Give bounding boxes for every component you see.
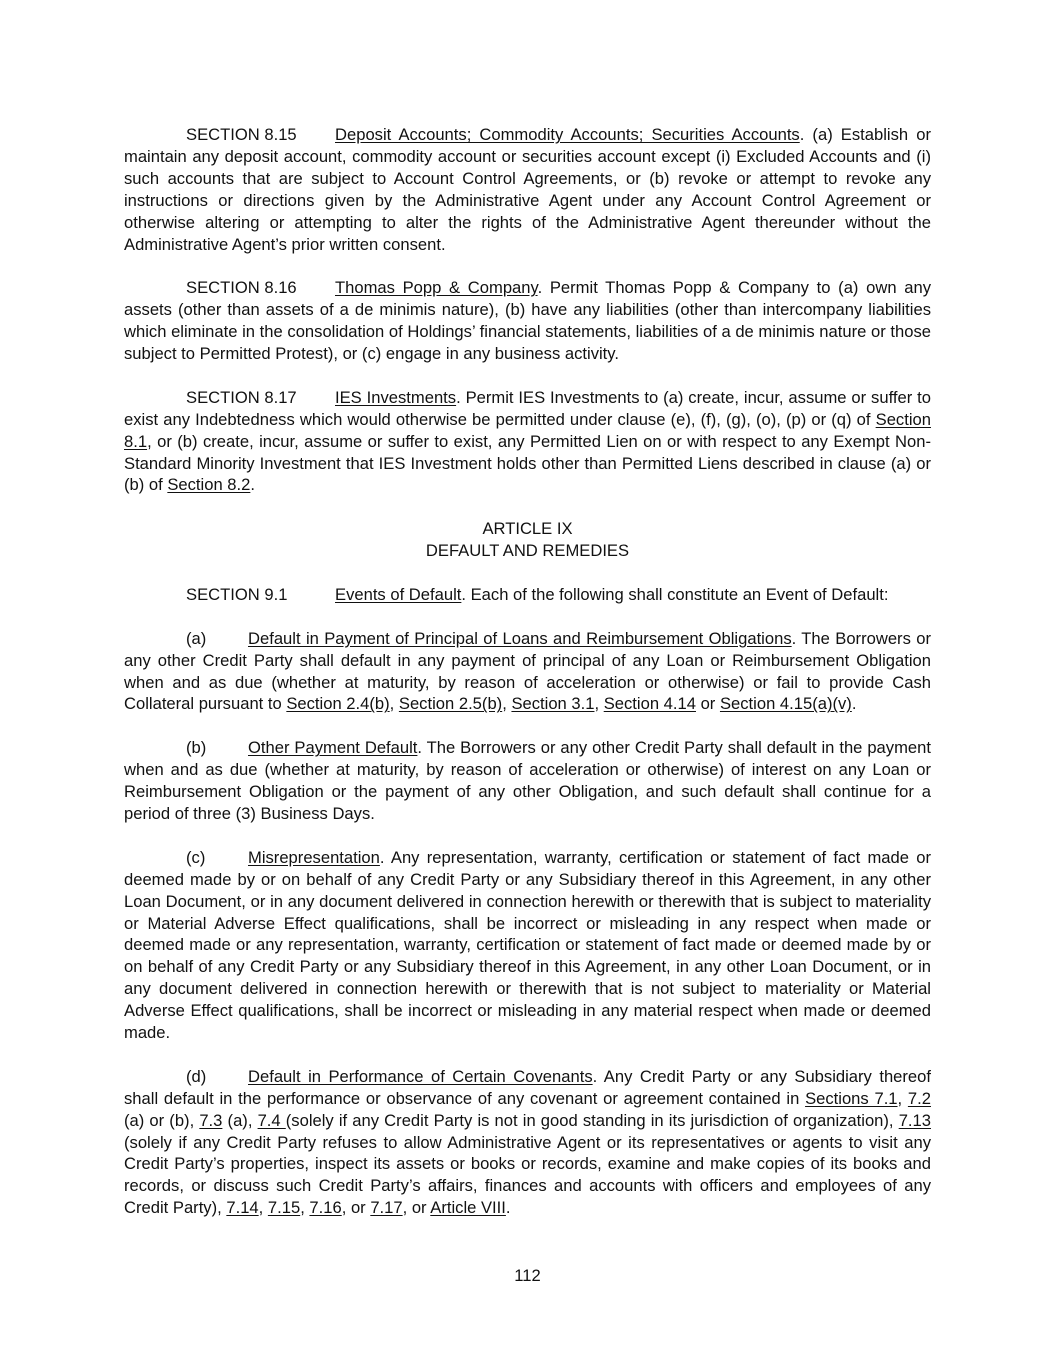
article-heading [124, 518, 931, 562]
section-8-15 [124, 124, 931, 255]
section-body: . Permit IES Investments to (a) create, incur, assume or suffer to exist any Indebtedness which would otherwise be permitted under clause (e), (f), (g), (o), (p) or (q) of [124, 387, 931, 429]
separator: . [505, 1198, 511, 1218]
clause-body: (solely if any Credit Party is not in good standing in its jurisdiction of organization), [285, 1110, 899, 1130]
clause-heading: Default in Performance of Certain Covenants [248, 1066, 593, 1086]
clause-label: (a) [186, 628, 207, 648]
section-number: SECTION 9.1 [186, 584, 288, 604]
section-reference: 7.15 [267, 1198, 301, 1218]
section-reference: Section 2.4(b) [286, 694, 390, 714]
section-reference: Sections 7.1 [805, 1088, 898, 1108]
section-body: , or (b) create, incur, assume or suffer to exist, any Permitted Lien on or with respect to any Exempt Non-Standard Minority Investment that IES Investment holds other than Permitted Liens described in clause (a) or (b) of [124, 431, 931, 495]
clause-label: (b) [186, 738, 207, 758]
clause-heading: Default in Payment of Principal of Loans and Reimbursement Obligations [248, 628, 792, 648]
section-heading: Thomas Popp & Company [335, 278, 538, 298]
separator: , [502, 694, 512, 714]
section-reference: Section 8.1 [124, 409, 931, 451]
section-reference: 7.4 [257, 1110, 286, 1130]
separator: , [594, 694, 604, 714]
section-reference: Section 4.14 [603, 694, 696, 714]
section-reference: 7.13 [898, 1110, 931, 1130]
section-heading: Deposit Accounts; Commodity Accounts; Securities Accounts [335, 125, 800, 144]
clause-label: (c) [186, 847, 206, 867]
section-reference: Section 8.2 [167, 475, 251, 495]
article-subtitle: DEFAULT AND REMEDIES [425, 541, 630, 561]
separator: , [389, 694, 399, 714]
separator: , [300, 1198, 310, 1218]
section-reference: Section 3.1 [511, 694, 595, 714]
section-reference: 7.17 [370, 1198, 403, 1218]
section-8-16 [124, 277, 931, 365]
section-reference: Section 2.5(b) [398, 694, 503, 714]
clause-body: (a), [222, 1110, 258, 1130]
section-body: . [250, 475, 255, 495]
section-9-1 [124, 584, 931, 606]
clause-body: . The Borrowers or any other Credit Party shall default in the payment when and as due (whether at maturity, by reason of acceleration or otherwise) of interest on any Loan or Reimbursement Obligation or the payment of any other Obligation, and such default shall continue for a period of three (3) Business Days. [124, 738, 931, 823]
clause-heading: Misrepresentation [248, 847, 380, 867]
separator: , [897, 1088, 908, 1108]
clause-b [124, 737, 931, 825]
clause-label: (d) [186, 1066, 207, 1086]
separator: . [851, 694, 857, 714]
section-8-17 [124, 387, 931, 497]
clause-body: . Any Credit Party or any Subsidiary thereof shall default in the performance or observance of any covenant or agreement contained in [124, 1066, 932, 1108]
section-reference: 7.3 [199, 1110, 223, 1130]
document-page [124, 124, 931, 1241]
clause-a [124, 628, 931, 716]
clause-c [124, 847, 931, 1044]
clause-heading: Other Payment Default [248, 738, 418, 758]
clause-body: (solely if any Credit Party refuses to allow Administrative Agent or its representatives or agents to visit any Credit Party’s properties, inspect its assets or books or records, examine and make copies of its books and records, or discuss such Credit Party’s affairs, finances and accounts with officers and employees of any Credit Party), [124, 1132, 931, 1218]
article-reference: Article VIII [430, 1198, 506, 1218]
separator: , or [402, 1198, 431, 1218]
section-reference: 7.14 [226, 1198, 259, 1218]
section-reference: 7.2 [907, 1088, 931, 1108]
section-body: . (a) Establish or maintain any deposit account, commodity account or securities account except (i) Excluded Accounts and (i) such accounts that are subject to Account Control Agreements, or (b) revoke or attempt to revoke any instructions or directions given by the Administrative Agent under any Account Control Agreement or otherwise altering or attempting to alter the rights of the Administrative Agent thereunder without the Administrative Agent’s prior written consent. [124, 125, 931, 254]
section-number: SECTION 8.16 [186, 278, 297, 298]
section-number: SECTION 8.15 [186, 125, 297, 144]
section-reference: 7.16 [309, 1198, 342, 1218]
separator: , or [341, 1198, 371, 1218]
section-body: . Each of the following shall constitute an Event of Default: [461, 584, 889, 604]
article-title: ARTICLE IX [482, 519, 573, 539]
separator: , [258, 1198, 268, 1218]
section-number: SECTION 8.17 [186, 387, 297, 407]
separator: or [695, 694, 720, 714]
clause-body: . The Borrowers or any other Credit Party shall default in any payment of principal of any Loan or Reimbursement Obligation when and as due (whether at maturity, by reason of acceleration or otherwise) or fail to provide Cash Collateral pursuant to [124, 628, 931, 714]
page-number: 112 [514, 1266, 541, 1285]
section-heading: IES Investments [335, 387, 457, 407]
section-body: . Permit Thomas Popp & Company to (a) own any assets (other than assets of a de minimis nature), (b) have any liabilities (other than intercompany liabilities which eliminate in the consolidation of Holdings’ financial statements, liabilities of a de minimis nature or those subject to Permitted Protest), or (c) engage in any business activity. [124, 278, 931, 364]
section-reference: Section 4.15(a)(v) [719, 694, 852, 714]
clause-d [124, 1066, 931, 1219]
clause-body: . Any representation, warranty, certification or statement of fact made or deemed made by or on behalf of any Credit Party or any Subsidiary thereof in this Agreement, in any other Loan Document, or in any document delivered in connection herewith or therewith that is subject to materiality or Material Adverse Effect qualifications, shall be incorrect or misleading in any respect when made or deemed made or any representation, warranty, certification or statement of fact made or deemed made by or on behalf of any Credit Party or any Subsidiary thereof in this Agreement, in any other Loan Document, or in any document delivered in connection herewith or therewith that is not subject to materiality or Material Adverse Effect qualifications, shall be incorrect or misleading in any material respect when made or deemed made. [124, 847, 931, 1043]
section-heading: Events of Default [335, 584, 462, 604]
clause-body: (a) or (b), [124, 1110, 200, 1130]
